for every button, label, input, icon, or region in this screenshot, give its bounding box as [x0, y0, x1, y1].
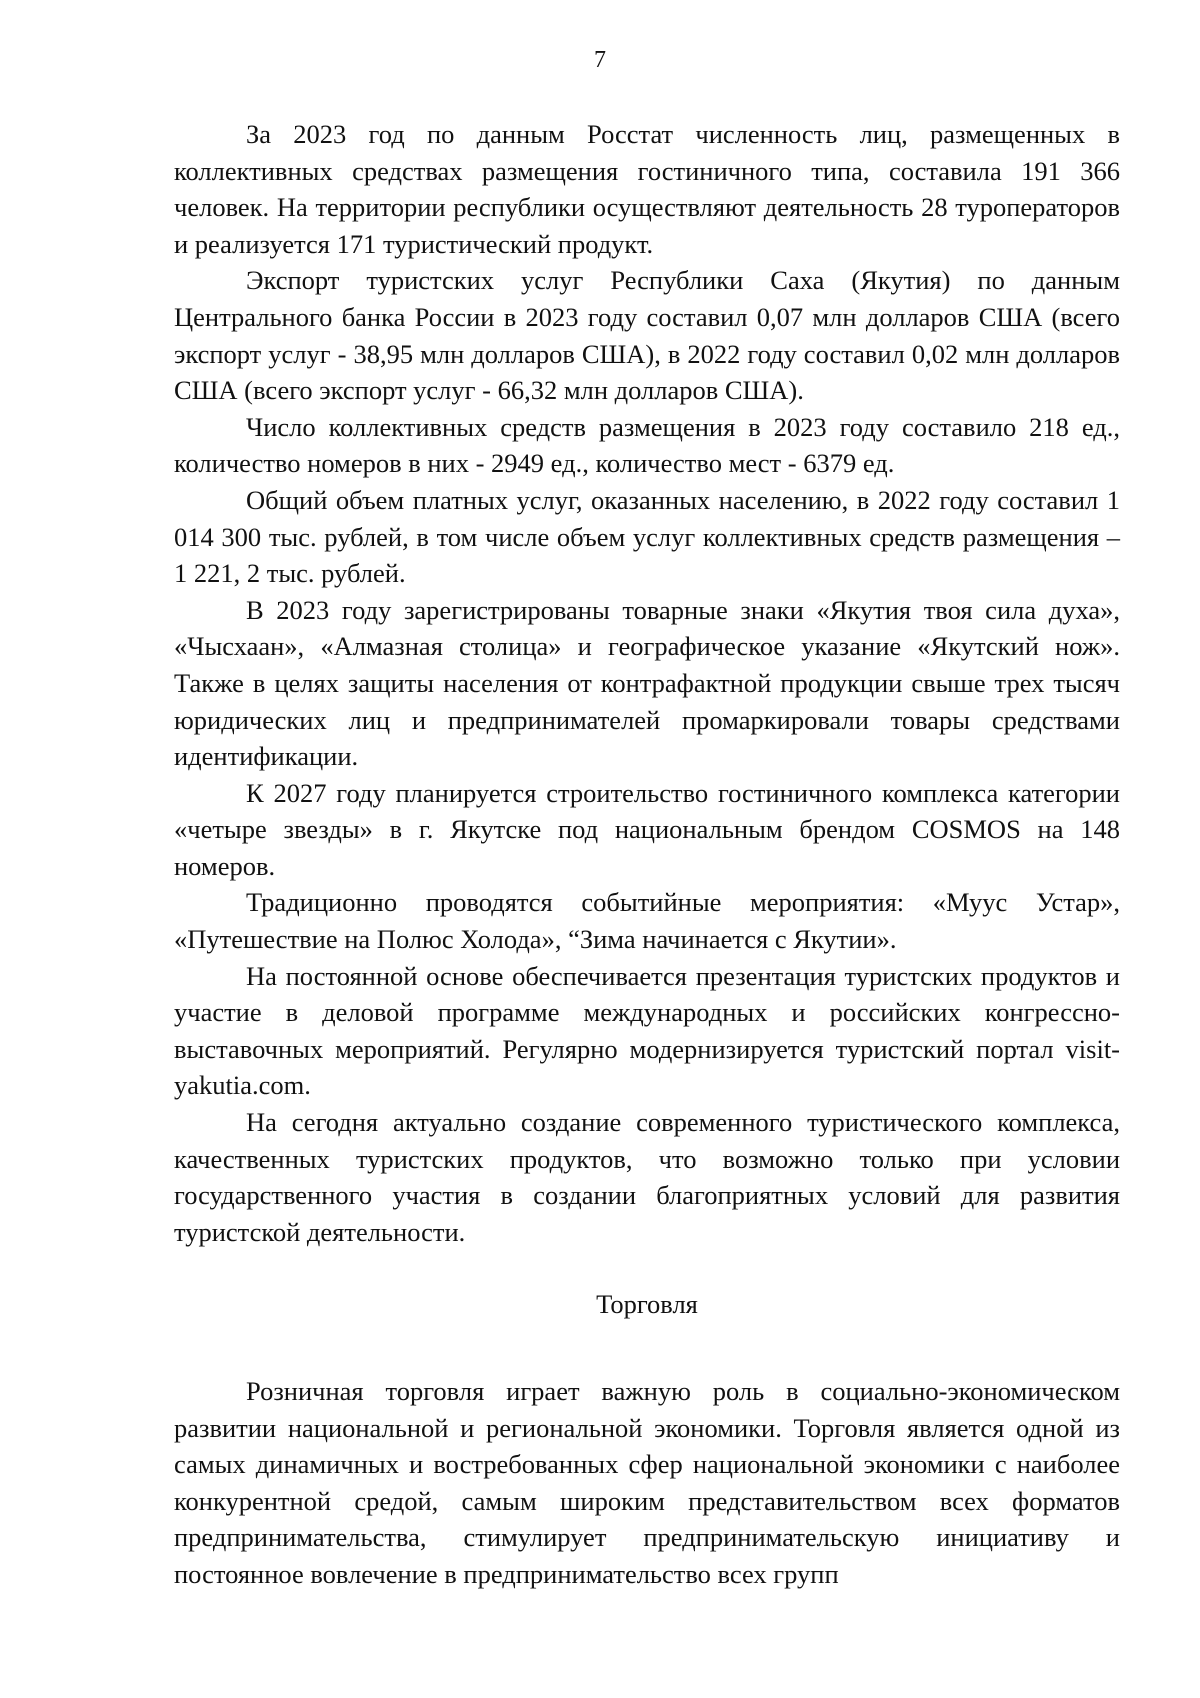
- paragraph-accommodation-count: Число коллективных средств размещения в 2023 году составило 218 ед., количество номеров в них - 2949 ед., количество мест - 6379 ед.: [174, 411, 1120, 479]
- paragraph-retail-trade: Розничная торговля играет важную роль в социально-экономическом развитии национальной и региональной экономики. Торговля является одной из самых динамичных и востребованных сфер национальной экономики с наиболее конкурентной средой, самым широким представительством всех форматов предпринимательства, стимулирует предпринимательскую инициативу и постоянное вовлечение в предпринимательство всех групп: [174, 1376, 1120, 1589]
- paragraph-events: Традиционно проводятся событийные мероприятия: «Муус Устар», «Путешествие на Полюс Холода», “Зима начинается с Якутии».: [174, 887, 1120, 955]
- paragraph-current-needs: На сегодня актуально создание современного туристического комплекса, качественных туристских продуктов, что возможно только при условии государственного участия в создании благоприятных условий для развития туристской деятельности.: [174, 1107, 1120, 1247]
- paragraph-tourism-export: Экспорт туристских услуг Республики Саха (Якутия) по данным Центрального банка России в 2023 году составил 0,07 млн долларов США (всего экспорт услуг - 38,95 млн долларов США), в 2022 году составил 0,02 млн долларов США (всего экспорт услуг - 66,32 млн долларов США).: [174, 265, 1120, 406]
- paragraph-tourist-accommodation: За 2023 год по данным Росстат численность лиц, размещенных в коллективных средствах размещения гостиничного типа, составила 191 366 человек. На территории республики осуществляют деятельность 28 туроператоров и реализуется 171 туристический продукт.: [174, 119, 1120, 259]
- paragraph-trademarks: В 2023 году зарегистрированы товарные знаки «Якутия твоя сила духа», «Чысхаан», «Алмазная столица» и географическое указание «Якутский нож». Также в целях защиты населения от контрафактной продукции свыше трех тысяч юридических лиц и предпринимателей промаркировали товары средствами идентификации.: [174, 594, 1120, 772]
- document-body: [174, 116, 1120, 1593]
- section-title-trade: Торговля: [596, 1289, 698, 1320]
- paragraph-paid-services: Общий объем платных услуг, оказанных населению, в 2022 году составил 1 014 300 тыс. рублей, в том числе объем услуг коллективных средств размещения – 1 221, 2 тыс. рублей.: [174, 484, 1120, 589]
- paragraph-presentation: На постоянной основе обеспечивается презентация туристских продуктов и участие в деловой программе международных и российских конгрессно-выставочных мероприятий. Регулярно модернизируется туристский портал visit-yakutia.com.: [174, 960, 1120, 1101]
- page-number: 7: [594, 47, 606, 73]
- paragraph-hotel-construction: К 2027 году планируется строительство гостиничного комплекса категории «четыре звезды» в г. Якутске под национальным брендом COSMOS на 148 номеров.: [174, 777, 1120, 881]
